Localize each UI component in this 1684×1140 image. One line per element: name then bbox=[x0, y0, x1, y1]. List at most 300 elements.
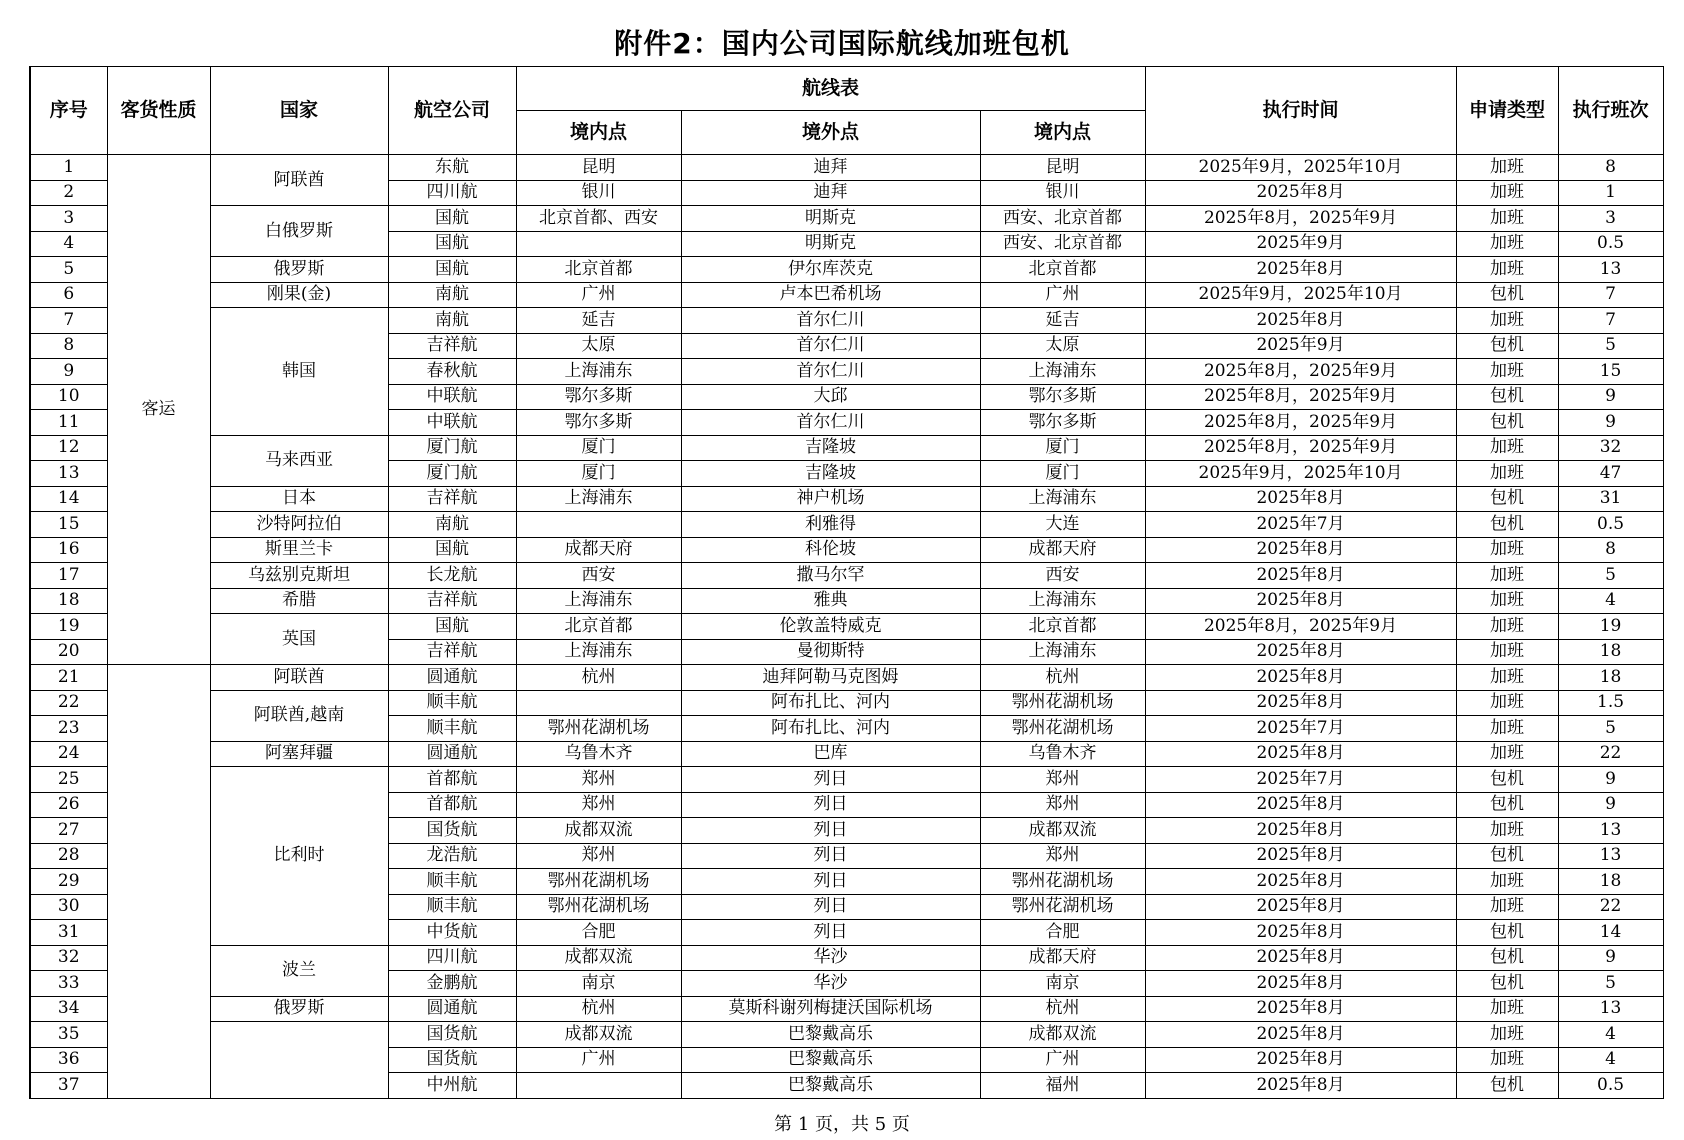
execution-time-cell: 2025年8月 bbox=[1145, 537, 1456, 563]
page-footer: 第 1 页，共 5 页 bbox=[774, 1114, 910, 1135]
country-cell: 俄罗斯 bbox=[210, 257, 388, 283]
execution-time-cell: 2025年8月 bbox=[1145, 180, 1456, 206]
foreign-point-cell: 列日 bbox=[681, 818, 980, 844]
row-seq: 24 bbox=[30, 741, 107, 767]
execution-time-cell: 2025年8月 bbox=[1145, 945, 1456, 971]
domestic-to-cell: 鄂州花湖机场 bbox=[980, 869, 1145, 895]
row-seq: 36 bbox=[30, 1047, 107, 1073]
flight-count-cell: 3 bbox=[1558, 206, 1663, 232]
execution-time-cell: 2025年8月 bbox=[1145, 257, 1456, 283]
row-seq: 12 bbox=[30, 435, 107, 461]
application-type-cell: 加班 bbox=[1456, 894, 1558, 920]
header-time: 执行时间 bbox=[1145, 67, 1456, 155]
row-seq: 32 bbox=[30, 945, 107, 971]
domestic-from-cell: 鄂尔多斯 bbox=[516, 384, 681, 410]
flight-count-cell: 9 bbox=[1558, 792, 1663, 818]
application-type-cell: 加班 bbox=[1456, 308, 1558, 334]
row-seq: 8 bbox=[30, 333, 107, 359]
execution-time-cell: 2025年8月 bbox=[1145, 588, 1456, 614]
airline-cell: 南航 bbox=[388, 308, 516, 334]
foreign-point-cell: 迪拜 bbox=[681, 180, 980, 206]
flight-count-cell: 19 bbox=[1558, 614, 1663, 640]
flight-count-cell: 8 bbox=[1558, 155, 1663, 181]
header-nature: 客货性质 bbox=[107, 67, 210, 155]
foreign-point-cell: 明斯克 bbox=[681, 231, 980, 257]
header-route-table: 航线表 bbox=[516, 67, 1145, 111]
airline-cell: 南航 bbox=[388, 512, 516, 538]
foreign-point-cell: 雅典 bbox=[681, 588, 980, 614]
row-seq: 10 bbox=[30, 384, 107, 410]
flight-count-cell: 9 bbox=[1558, 945, 1663, 971]
execution-time-cell: 2025年8月 bbox=[1145, 563, 1456, 589]
domestic-to-cell: 乌鲁木齐 bbox=[980, 741, 1145, 767]
flight-count-cell: 1 bbox=[1558, 180, 1663, 206]
table-row bbox=[30, 665, 1663, 691]
application-type-cell: 加班 bbox=[1456, 690, 1558, 716]
execution-time-cell: 2025年9月，2025年10月 bbox=[1145, 461, 1456, 487]
row-seq: 1 bbox=[30, 155, 107, 181]
application-type-cell: 包机 bbox=[1456, 1073, 1558, 1099]
flight-count-cell: 7 bbox=[1558, 282, 1663, 308]
foreign-point-cell: 明斯克 bbox=[681, 206, 980, 232]
domestic-from-cell: 上海浦东 bbox=[516, 639, 681, 665]
domestic-from-cell: 郑州 bbox=[516, 843, 681, 869]
domestic-to-cell: 鄂尔多斯 bbox=[980, 410, 1145, 436]
table-row bbox=[30, 308, 1663, 334]
application-type-cell: 包机 bbox=[1456, 945, 1558, 971]
domestic-to-cell: 福州 bbox=[980, 1073, 1145, 1099]
airline-cell: 国货航 bbox=[388, 1022, 516, 1048]
airline-cell: 东航 bbox=[388, 155, 516, 181]
domestic-from-cell: 广州 bbox=[516, 1047, 681, 1073]
foreign-point-cell: 列日 bbox=[681, 843, 980, 869]
domestic-from-cell bbox=[516, 690, 681, 716]
airline-cell: 中联航 bbox=[388, 410, 516, 436]
foreign-point-cell: 卢本巴希机场 bbox=[681, 282, 980, 308]
execution-time-cell: 2025年7月 bbox=[1145, 767, 1456, 793]
execution-time-cell: 2025年9月 bbox=[1145, 231, 1456, 257]
foreign-point-cell: 首尔仁川 bbox=[681, 359, 980, 385]
domestic-from-cell: 成都双流 bbox=[516, 818, 681, 844]
execution-time-cell: 2025年8月 bbox=[1145, 894, 1456, 920]
row-seq: 25 bbox=[30, 767, 107, 793]
flight-count-cell: 13 bbox=[1558, 818, 1663, 844]
flight-count-cell: 4 bbox=[1558, 1047, 1663, 1073]
table-row bbox=[30, 512, 1663, 538]
execution-time-cell: 2025年9月，2025年10月 bbox=[1145, 282, 1456, 308]
row-seq: 37 bbox=[30, 1073, 107, 1099]
application-type-cell: 包机 bbox=[1456, 486, 1558, 512]
airline-cell: 中联航 bbox=[388, 384, 516, 410]
table-row bbox=[30, 588, 1663, 614]
domestic-from-cell: 上海浦东 bbox=[516, 588, 681, 614]
application-type-cell: 加班 bbox=[1456, 1047, 1558, 1073]
domestic-to-cell: 延吉 bbox=[980, 308, 1145, 334]
domestic-from-cell: 鄂尔多斯 bbox=[516, 410, 681, 436]
execution-time-cell: 2025年9月，2025年10月 bbox=[1145, 155, 1456, 181]
execution-time-cell: 2025年8月，2025年9月 bbox=[1145, 384, 1456, 410]
application-type-cell: 包机 bbox=[1456, 920, 1558, 946]
domestic-to-cell: 上海浦东 bbox=[980, 486, 1145, 512]
domestic-to-cell: 昆明 bbox=[980, 155, 1145, 181]
foreign-point-cell: 巴黎戴高乐 bbox=[681, 1073, 980, 1099]
header-domestic-from: 境内点 bbox=[516, 111, 681, 155]
domestic-to-cell: 杭州 bbox=[980, 665, 1145, 691]
execution-time-cell: 2025年7月 bbox=[1145, 512, 1456, 538]
flight-count-cell: 13 bbox=[1558, 257, 1663, 283]
application-type-cell: 加班 bbox=[1456, 206, 1558, 232]
domestic-from-cell: 银川 bbox=[516, 180, 681, 206]
header-seq: 序号 bbox=[30, 67, 107, 155]
foreign-point-cell: 伦敦盖特威克 bbox=[681, 614, 980, 640]
airline-cell: 吉祥航 bbox=[388, 588, 516, 614]
header-foreign: 境外点 bbox=[681, 111, 980, 155]
domestic-from-cell bbox=[516, 231, 681, 257]
country-cell: 白俄罗斯 bbox=[210, 206, 388, 257]
charter-flights-table bbox=[29, 66, 1664, 1099]
domestic-to-cell: 成都天府 bbox=[980, 945, 1145, 971]
flight-count-cell: 4 bbox=[1558, 588, 1663, 614]
foreign-point-cell: 迪拜阿勒马克图姆 bbox=[681, 665, 980, 691]
table-row bbox=[30, 486, 1663, 512]
table-row bbox=[30, 537, 1663, 563]
airline-cell: 圆通航 bbox=[388, 996, 516, 1022]
flight-count-cell: 13 bbox=[1558, 996, 1663, 1022]
execution-time-cell: 2025年8月 bbox=[1145, 1073, 1456, 1099]
foreign-point-cell: 科伦坡 bbox=[681, 537, 980, 563]
domestic-from-cell: 鄂州花湖机场 bbox=[516, 869, 681, 895]
airline-cell: 首都航 bbox=[388, 767, 516, 793]
domestic-from-cell: 鄂州花湖机场 bbox=[516, 716, 681, 742]
domestic-to-cell: 厦门 bbox=[980, 461, 1145, 487]
domestic-from-cell: 北京首都、西安 bbox=[516, 206, 681, 232]
flight-count-cell: 9 bbox=[1558, 410, 1663, 436]
domestic-from-cell: 成都双流 bbox=[516, 945, 681, 971]
domestic-from-cell: 北京首都 bbox=[516, 257, 681, 283]
foreign-point-cell: 大邱 bbox=[681, 384, 980, 410]
header-airline: 航空公司 bbox=[388, 67, 516, 155]
airline-cell: 国货航 bbox=[388, 818, 516, 844]
application-type-cell: 包机 bbox=[1456, 410, 1558, 436]
application-type-cell: 包机 bbox=[1456, 512, 1558, 538]
airline-cell: 中州航 bbox=[388, 1073, 516, 1099]
application-type-cell: 加班 bbox=[1456, 639, 1558, 665]
domestic-to-cell: 银川 bbox=[980, 180, 1145, 206]
domestic-to-cell: 广州 bbox=[980, 1047, 1145, 1073]
application-type-cell: 加班 bbox=[1456, 257, 1558, 283]
airline-cell: 国航 bbox=[388, 257, 516, 283]
table-row bbox=[30, 435, 1663, 461]
domestic-from-cell: 昆明 bbox=[516, 155, 681, 181]
domestic-to-cell: 鄂州花湖机场 bbox=[980, 716, 1145, 742]
foreign-point-cell: 阿布扎比、河内 bbox=[681, 690, 980, 716]
flight-count-cell: 9 bbox=[1558, 767, 1663, 793]
airline-cell: 四川航 bbox=[388, 945, 516, 971]
row-seq: 4 bbox=[30, 231, 107, 257]
domestic-from-cell: 延吉 bbox=[516, 308, 681, 334]
foreign-point-cell: 巴黎戴高乐 bbox=[681, 1047, 980, 1073]
domestic-from-cell bbox=[516, 1073, 681, 1099]
airline-cell: 国货航 bbox=[388, 1047, 516, 1073]
page-title: 附件2：国内公司国际航线加班包机 bbox=[614, 27, 1070, 60]
row-seq: 23 bbox=[30, 716, 107, 742]
flight-count-cell: 1.5 bbox=[1558, 690, 1663, 716]
application-type-cell: 包机 bbox=[1456, 384, 1558, 410]
domestic-to-cell: 太原 bbox=[980, 333, 1145, 359]
foreign-point-cell: 列日 bbox=[681, 894, 980, 920]
application-type-cell: 包机 bbox=[1456, 333, 1558, 359]
execution-time-cell: 2025年8月，2025年9月 bbox=[1145, 614, 1456, 640]
table-body bbox=[30, 155, 1663, 1099]
header-country: 国家 bbox=[210, 67, 388, 155]
execution-time-cell: 2025年8月 bbox=[1145, 843, 1456, 869]
domestic-to-cell: 上海浦东 bbox=[980, 359, 1145, 385]
airline-cell: 中货航 bbox=[388, 920, 516, 946]
table-row bbox=[30, 206, 1663, 232]
execution-time-cell: 2025年8月 bbox=[1145, 792, 1456, 818]
table-row bbox=[30, 1022, 1663, 1048]
foreign-point-cell: 神户机场 bbox=[681, 486, 980, 512]
flight-count-cell: 13 bbox=[1558, 843, 1663, 869]
country-cell: 马来西亚 bbox=[210, 435, 388, 486]
airline-cell: 厦门航 bbox=[388, 461, 516, 487]
domestic-to-cell: 鄂州花湖机场 bbox=[980, 690, 1145, 716]
flight-count-cell: 15 bbox=[1558, 359, 1663, 385]
application-type-cell: 加班 bbox=[1456, 869, 1558, 895]
table-row bbox=[30, 996, 1663, 1022]
domestic-to-cell: 上海浦东 bbox=[980, 588, 1145, 614]
foreign-point-cell: 首尔仁川 bbox=[681, 308, 980, 334]
application-type-cell: 包机 bbox=[1456, 843, 1558, 869]
table-row bbox=[30, 563, 1663, 589]
row-seq: 3 bbox=[30, 206, 107, 232]
header-type: 申请类型 bbox=[1456, 67, 1558, 155]
application-type-cell: 加班 bbox=[1456, 741, 1558, 767]
domestic-from-cell: 郑州 bbox=[516, 792, 681, 818]
country-cell: 乌兹别克斯坦 bbox=[210, 563, 388, 589]
foreign-point-cell: 迪拜 bbox=[681, 155, 980, 181]
execution-time-cell: 2025年7月 bbox=[1145, 716, 1456, 742]
flight-count-cell: 0.5 bbox=[1558, 1073, 1663, 1099]
domestic-from-cell: 合肥 bbox=[516, 920, 681, 946]
country-cell: 阿联酋,越南 bbox=[210, 690, 388, 741]
application-type-cell: 加班 bbox=[1456, 818, 1558, 844]
application-type-cell: 加班 bbox=[1456, 180, 1558, 206]
execution-time-cell: 2025年8月 bbox=[1145, 996, 1456, 1022]
row-seq: 27 bbox=[30, 818, 107, 844]
airline-cell: 金鹏航 bbox=[388, 971, 516, 997]
country-cell bbox=[210, 1022, 388, 1099]
application-type-cell: 包机 bbox=[1456, 971, 1558, 997]
domestic-from-cell: 杭州 bbox=[516, 996, 681, 1022]
flight-count-cell: 5 bbox=[1558, 716, 1663, 742]
execution-time-cell: 2025年8月，2025年9月 bbox=[1145, 359, 1456, 385]
flight-count-cell: 0.5 bbox=[1558, 512, 1663, 538]
domestic-to-cell: 合肥 bbox=[980, 920, 1145, 946]
country-cell: 比利时 bbox=[210, 767, 388, 946]
domestic-from-cell: 厦门 bbox=[516, 461, 681, 487]
row-seq: 19 bbox=[30, 614, 107, 640]
country-cell: 英国 bbox=[210, 614, 388, 665]
country-cell: 俄罗斯 bbox=[210, 996, 388, 1022]
airline-cell: 四川航 bbox=[388, 180, 516, 206]
foreign-point-cell: 莫斯科谢列梅捷沃国际机场 bbox=[681, 996, 980, 1022]
airline-cell: 吉祥航 bbox=[388, 639, 516, 665]
application-type-cell: 加班 bbox=[1456, 996, 1558, 1022]
domestic-from-cell: 鄂州花湖机场 bbox=[516, 894, 681, 920]
row-seq: 20 bbox=[30, 639, 107, 665]
application-type-cell: 加班 bbox=[1456, 461, 1558, 487]
row-seq: 13 bbox=[30, 461, 107, 487]
flight-count-cell: 18 bbox=[1558, 869, 1663, 895]
airline-cell: 长龙航 bbox=[388, 563, 516, 589]
execution-time-cell: 2025年8月 bbox=[1145, 308, 1456, 334]
table-row bbox=[30, 767, 1663, 793]
execution-time-cell: 2025年8月，2025年9月 bbox=[1145, 435, 1456, 461]
airline-cell: 顺丰航 bbox=[388, 894, 516, 920]
domestic-from-cell: 上海浦东 bbox=[516, 359, 681, 385]
execution-time-cell: 2025年8月 bbox=[1145, 920, 1456, 946]
foreign-point-cell: 利雅得 bbox=[681, 512, 980, 538]
execution-time-cell: 2025年8月 bbox=[1145, 1047, 1456, 1073]
airline-cell: 南航 bbox=[388, 282, 516, 308]
domestic-to-cell: 郑州 bbox=[980, 843, 1145, 869]
domestic-to-cell: 大连 bbox=[980, 512, 1145, 538]
flight-count-cell: 22 bbox=[1558, 741, 1663, 767]
foreign-point-cell: 首尔仁川 bbox=[681, 410, 980, 436]
country-cell: 刚果(金) bbox=[210, 282, 388, 308]
execution-time-cell: 2025年8月 bbox=[1145, 869, 1456, 895]
flight-count-cell: 5 bbox=[1558, 971, 1663, 997]
flight-count-cell: 31 bbox=[1558, 486, 1663, 512]
header-domestic-to: 境内点 bbox=[980, 111, 1145, 155]
application-type-cell: 加班 bbox=[1456, 359, 1558, 385]
header-flights: 执行班次 bbox=[1558, 67, 1663, 155]
country-cell: 波兰 bbox=[210, 945, 388, 996]
row-seq: 5 bbox=[30, 257, 107, 283]
row-seq: 34 bbox=[30, 996, 107, 1022]
execution-time-cell: 2025年8月 bbox=[1145, 1022, 1456, 1048]
domestic-to-cell: 成都天府 bbox=[980, 537, 1145, 563]
domestic-to-cell: 西安 bbox=[980, 563, 1145, 589]
row-seq: 33 bbox=[30, 971, 107, 997]
domestic-to-cell: 南京 bbox=[980, 971, 1145, 997]
country-cell: 沙特阿拉伯 bbox=[210, 512, 388, 538]
flight-count-cell: 5 bbox=[1558, 333, 1663, 359]
domestic-to-cell: 西安、北京首都 bbox=[980, 231, 1145, 257]
domestic-from-cell: 太原 bbox=[516, 333, 681, 359]
foreign-point-cell: 曼彻斯特 bbox=[681, 639, 980, 665]
domestic-to-cell: 鄂尔多斯 bbox=[980, 384, 1145, 410]
airline-cell: 顺丰航 bbox=[388, 869, 516, 895]
row-seq: 6 bbox=[30, 282, 107, 308]
foreign-point-cell: 阿布扎比、河内 bbox=[681, 716, 980, 742]
foreign-point-cell: 吉隆坡 bbox=[681, 435, 980, 461]
foreign-point-cell: 巴黎戴高乐 bbox=[681, 1022, 980, 1048]
domestic-to-cell: 鄂州花湖机场 bbox=[980, 894, 1145, 920]
domestic-from-cell bbox=[516, 512, 681, 538]
table-row bbox=[30, 614, 1663, 640]
foreign-point-cell: 列日 bbox=[681, 920, 980, 946]
row-seq: 35 bbox=[30, 1022, 107, 1048]
application-type-cell: 加班 bbox=[1456, 1022, 1558, 1048]
flight-count-cell: 18 bbox=[1558, 639, 1663, 665]
domestic-to-cell: 上海浦东 bbox=[980, 639, 1145, 665]
row-seq: 11 bbox=[30, 410, 107, 436]
execution-time-cell: 2025年8月 bbox=[1145, 665, 1456, 691]
row-seq: 16 bbox=[30, 537, 107, 563]
airline-cell: 顺丰航 bbox=[388, 716, 516, 742]
application-type-cell: 加班 bbox=[1456, 435, 1558, 461]
row-seq: 26 bbox=[30, 792, 107, 818]
row-seq: 31 bbox=[30, 920, 107, 946]
domestic-to-cell: 厦门 bbox=[980, 435, 1145, 461]
application-type-cell: 加班 bbox=[1456, 563, 1558, 589]
row-seq: 2 bbox=[30, 180, 107, 206]
row-seq: 17 bbox=[30, 563, 107, 589]
flight-count-cell: 5 bbox=[1558, 563, 1663, 589]
airline-cell: 首都航 bbox=[388, 792, 516, 818]
row-seq: 28 bbox=[30, 843, 107, 869]
row-seq: 7 bbox=[30, 308, 107, 334]
execution-time-cell: 2025年8月 bbox=[1145, 971, 1456, 997]
foreign-point-cell: 列日 bbox=[681, 792, 980, 818]
domestic-from-cell: 北京首都 bbox=[516, 614, 681, 640]
country-cell: 阿塞拜疆 bbox=[210, 741, 388, 767]
flight-count-cell: 22 bbox=[1558, 894, 1663, 920]
domestic-from-cell: 成都天府 bbox=[516, 537, 681, 563]
table-header bbox=[30, 67, 1663, 155]
application-type-cell: 加班 bbox=[1456, 588, 1558, 614]
airline-cell: 圆通航 bbox=[388, 665, 516, 691]
airline-cell: 顺丰航 bbox=[388, 690, 516, 716]
foreign-point-cell: 列日 bbox=[681, 869, 980, 895]
flight-count-cell: 14 bbox=[1558, 920, 1663, 946]
country-cell: 日本 bbox=[210, 486, 388, 512]
flight-count-cell: 8 bbox=[1558, 537, 1663, 563]
airline-cell: 龙浩航 bbox=[388, 843, 516, 869]
row-seq: 14 bbox=[30, 486, 107, 512]
flight-count-cell: 32 bbox=[1558, 435, 1663, 461]
foreign-point-cell: 华沙 bbox=[681, 971, 980, 997]
row-seq: 29 bbox=[30, 869, 107, 895]
domestic-from-cell: 广州 bbox=[516, 282, 681, 308]
foreign-point-cell: 列日 bbox=[681, 767, 980, 793]
table-row bbox=[30, 155, 1663, 181]
country-cell: 斯里兰卡 bbox=[210, 537, 388, 563]
execution-time-cell: 2025年8月，2025年9月 bbox=[1145, 410, 1456, 436]
foreign-point-cell: 华沙 bbox=[681, 945, 980, 971]
airline-cell: 国航 bbox=[388, 231, 516, 257]
domestic-to-cell: 成都双流 bbox=[980, 818, 1145, 844]
airline-cell: 厦门航 bbox=[388, 435, 516, 461]
airline-cell: 国航 bbox=[388, 614, 516, 640]
application-type-cell: 加班 bbox=[1456, 614, 1558, 640]
domestic-to-cell: 郑州 bbox=[980, 767, 1145, 793]
airline-cell: 吉祥航 bbox=[388, 333, 516, 359]
execution-time-cell: 2025年8月 bbox=[1145, 818, 1456, 844]
airline-cell: 春秋航 bbox=[388, 359, 516, 385]
domestic-to-cell: 西安、北京首都 bbox=[980, 206, 1145, 232]
application-type-cell: 加班 bbox=[1456, 665, 1558, 691]
airline-cell: 国航 bbox=[388, 537, 516, 563]
foreign-point-cell: 伊尔库茨克 bbox=[681, 257, 980, 283]
country-cell: 阿联酋 bbox=[210, 665, 388, 691]
domestic-from-cell: 郑州 bbox=[516, 767, 681, 793]
execution-time-cell: 2025年8月 bbox=[1145, 741, 1456, 767]
airline-cell: 国航 bbox=[388, 206, 516, 232]
flight-count-cell: 47 bbox=[1558, 461, 1663, 487]
